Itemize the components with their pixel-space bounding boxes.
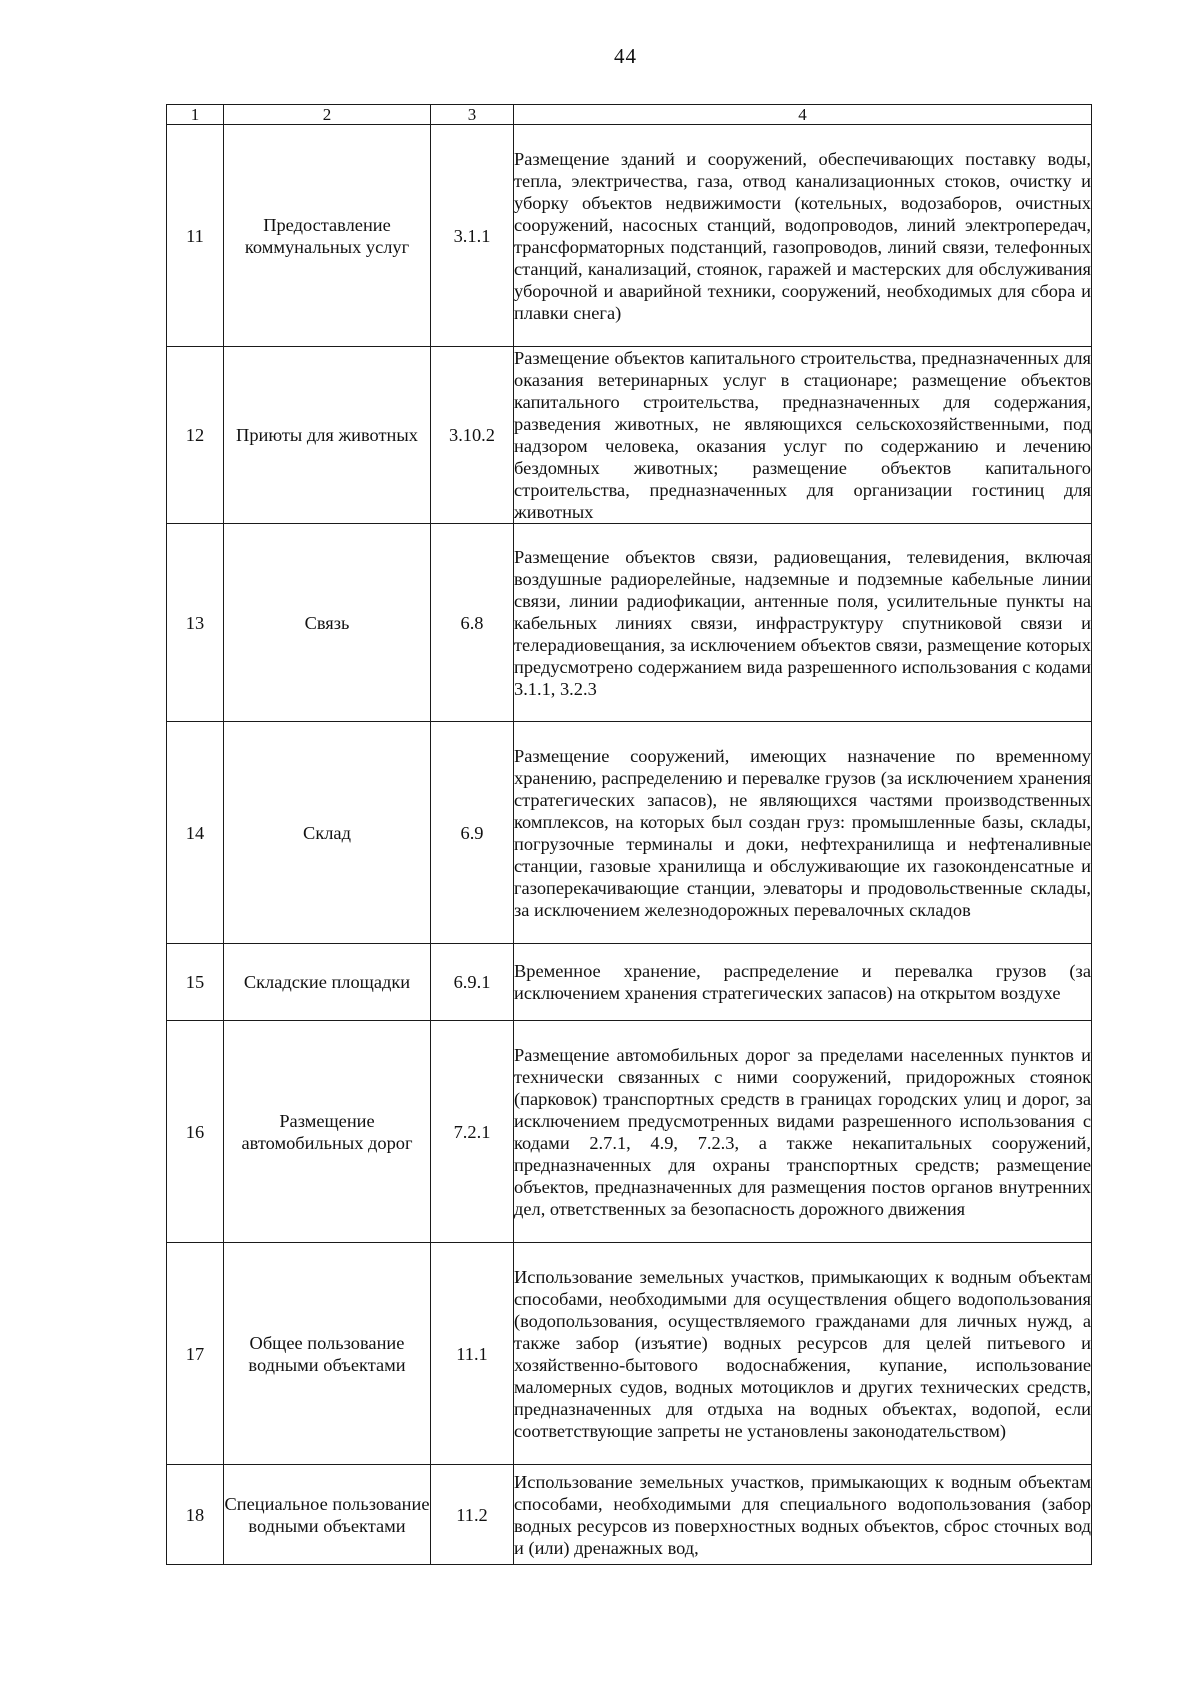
land-use-table bbox=[166, 104, 1092, 1565]
use-type-description: Размещение автомобильных дорог за пределами населенных пунктов и технически связанных с ними сооружений, придорожных стоянок (парковок) транспортных средств в границах городских улиц и дорог, за исключением предусмотренных видами разрешенного использования с кодами 2.7.1, 4.9, 7.2.3, а также некапитальных сооружений, предназначенных для охраны транспортных средств; размещение объектов, предназначенных для размещения постов органов внутренних дел, ответственных за безопасность дорожного движения bbox=[514, 1021, 1092, 1243]
use-type-code: 6.8 bbox=[431, 524, 514, 722]
use-type-description: Использование земельных участков, примыкающих к водным объектам способами, необходимыми для специального водопользования (забор водных ресурсов из поверхностных водных объектов, сброс сточных вод и (или) дренажных вод, bbox=[514, 1465, 1092, 1565]
table-row bbox=[167, 1465, 1092, 1565]
table-row bbox=[167, 722, 1092, 944]
use-type-name: Склад bbox=[224, 722, 431, 944]
table-row bbox=[167, 944, 1092, 1021]
use-type-name: Складские площадки bbox=[224, 944, 431, 1021]
use-type-name: Размещение автомобильных дорог bbox=[224, 1021, 431, 1243]
table-row bbox=[167, 125, 1092, 347]
row-number: 13 bbox=[167, 524, 224, 722]
table-row bbox=[167, 1243, 1092, 1465]
row-number: 17 bbox=[167, 1243, 224, 1465]
table-row bbox=[167, 524, 1092, 722]
row-number: 12 bbox=[167, 347, 224, 524]
use-type-code: 6.9.1 bbox=[431, 944, 514, 1021]
row-number: 18 bbox=[167, 1465, 224, 1565]
use-type-name: Общее пользование водными объектами bbox=[224, 1243, 431, 1465]
row-number: 11 bbox=[167, 125, 224, 347]
use-type-code: 11.2 bbox=[431, 1465, 514, 1565]
use-type-name: Специальное пользование водными объектами bbox=[224, 1465, 431, 1565]
header-cell-4: 4 bbox=[514, 105, 1092, 125]
row-number: 14 bbox=[167, 722, 224, 944]
use-type-name: Приюты для животных bbox=[224, 347, 431, 524]
header-cell-2: 2 bbox=[224, 105, 431, 125]
row-number: 15 bbox=[167, 944, 224, 1021]
use-type-code: 7.2.1 bbox=[431, 1021, 514, 1243]
use-type-code: 3.1.1 bbox=[431, 125, 514, 347]
header-cell-3: 3 bbox=[431, 105, 514, 125]
use-type-description: Размещение объектов связи, радиовещания, телевидения, включая воздушные радиорелейные, надземные и подземные кабельные линии связи, линии радиофикации, антенные поля, усилительные пункты на кабельных линиях связи, инфраструктуру спутниковой связи и телерадиовещания, за исключением объектов связи, размещение которых предусмотрено содержанием вида разрешенного использования с кодами 3.1.1, 3.2.3 bbox=[514, 524, 1092, 722]
use-type-description: Использование земельных участков, примыкающих к водным объектам способами, необходимыми для осуществления общего водопользования (водопользования, осуществляемого гражданами для личных нужд, а также забор (изъятие) водных ресурсов для целей питьевого и хозяйственно-бытового водоснабжения, купание, использование маломерных судов, водных мотоциклов и других технических средств, предназначенных для отдыха на водных объектах, водопой, если соответствующие запреты не установлены законодательством) bbox=[514, 1243, 1092, 1465]
use-type-code: 3.10.2 bbox=[431, 347, 514, 524]
use-type-description: Размещение объектов капитального строительства, предназначенных для оказания ветеринарных услуг в стационаре; размещение объектов капитального строительства, предназначенных для содержания, разведения животных, не являющихся сельскохозяйственными, под надзором человека, оказания услуг по содержанию и лечению бездомных животных; размещение объектов капитального строительства, предназначенных для организации гостиниц для животных bbox=[514, 348, 1091, 522]
use-type-description: Размещение зданий и сооружений, обеспечивающих поставку воды, тепла, электричества, газа, отвод канализационных стоков, очистку и уборку объектов недвижимости (котельных, водозаборов, очистных сооружений, насосных станций, водопроводов, линий электропередач, трансформаторных подстанций, газопроводов, линий связи, телефонных станций, канализаций, стоянок, гаражей и мастерских для обслуживания уборочной и аварийной техники, сооружений, необходимых для сбора и плавки снега) bbox=[514, 125, 1092, 347]
use-type-name: Предоставление коммунальных услуг bbox=[224, 125, 431, 347]
table-row bbox=[167, 1021, 1092, 1243]
use-type-code: 6.9 bbox=[431, 722, 514, 944]
use-type-name: Связь bbox=[224, 524, 431, 722]
use-type-code: 11.1 bbox=[431, 1243, 514, 1465]
table-row bbox=[167, 347, 1092, 524]
header-cell-1: 1 bbox=[167, 105, 224, 125]
page-number: 44 bbox=[614, 44, 637, 68]
table-header-row bbox=[167, 105, 1092, 125]
row-number: 16 bbox=[167, 1021, 224, 1243]
use-type-description: Временное хранение, распределение и перевалка грузов (за исключением хранения стратегических запасов) на открытом воздухе bbox=[514, 944, 1092, 1021]
use-type-description: Размещение сооружений, имеющих назначение по временному хранению, распределению и перевалке грузов (за исключением хранения стратегических запасов), не являющихся частями производственных комплексов, на которых был создан груз: промышленные базы, склады, погрузочные терминалы и доки, нефтехранилища и нефтеналивные станции, газовые хранилища и обслуживающие их газоконденсатные и газоперекачивающие станции, элеваторы и продовольственные склады, за исключением железнодорожных перевалочных складов bbox=[514, 722, 1092, 944]
